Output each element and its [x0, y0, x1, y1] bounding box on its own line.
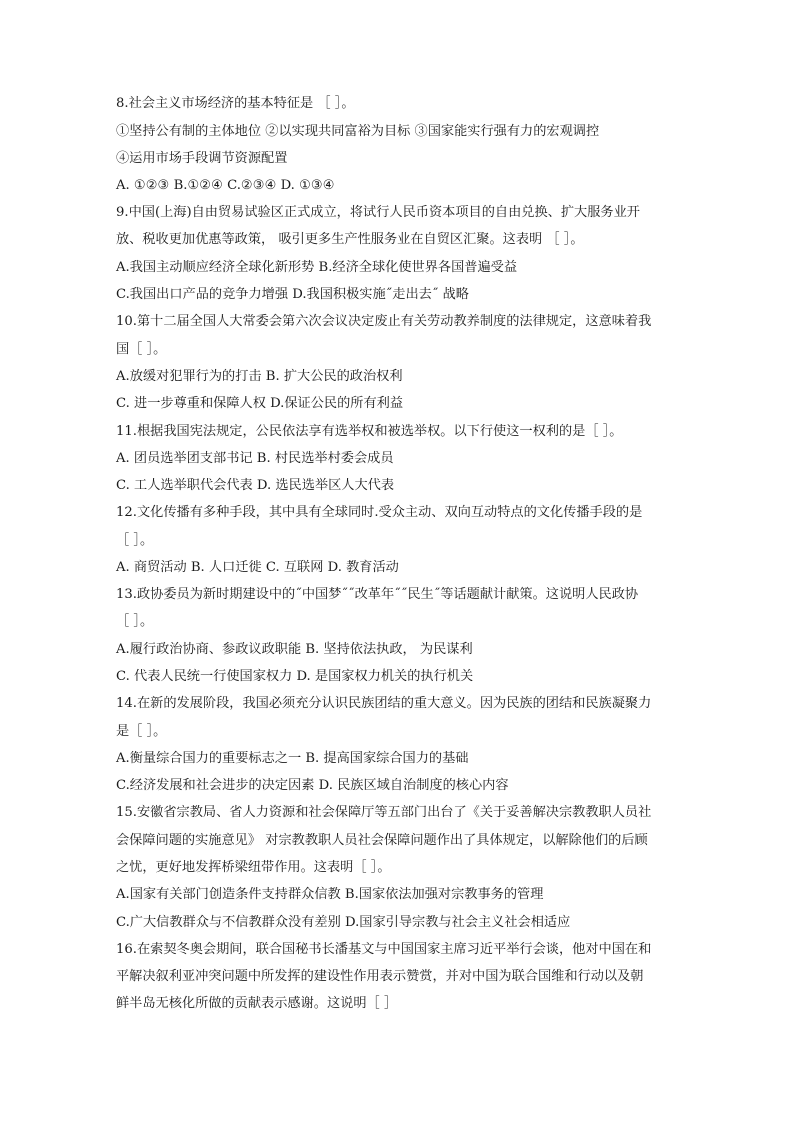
question-11-options: C. 工人选举职代会代表 D. 选民选举区人大代表	[116, 478, 395, 493]
question-16-stem: 鲜半岛无核化所做的贡献表示感谢。这说明［ ］	[116, 996, 398, 1011]
question-9-options: A.我国主动顺应经济全球化新形势 B.经济全球化使世界各国普遍受益	[116, 260, 518, 275]
question-15-stem: 会保障问题的实施意见》 对宗教教职人员社会保障问题作出了具体规定，以解除他们的后顾	[116, 833, 648, 848]
question-16-stem: 16.在索契冬奥会期间，联合国秘书长潘基文与中国国家主席习近平举行会谈，他对中国在和	[116, 942, 652, 957]
question-12-stem: ［ ］。	[116, 533, 154, 548]
question-15-options: C.广大信教群众与不信教群众没有差别 D.国家引导宗教与社会主义社会相适应	[116, 915, 571, 930]
question-15-stem: 15.安徽省宗教局、省人力资源和社会保障厅等五部门出台了《关于妥善解决宗教教职人员社	[116, 805, 652, 820]
question-10-stem: 国［ ］。	[116, 342, 167, 357]
question-8-options: A. ①②③ B.①②④ C.②③④ D. ①③④	[116, 178, 335, 193]
question-12-options: A. 商贸活动 B. 人口迁徙 C. 互联网 D. 教育活动	[116, 560, 399, 575]
question-15-options: A.国家有关部门创造条件支持群众信教 B.国家依法加强对宗教事务的管理	[116, 887, 544, 902]
question-11-stem: 11.根据我国宪法规定，公民依法享有选举权和被选举权。以下行使这一权利的是［ ］。	[116, 424, 623, 439]
question-9-options: C.我国出口产品的竞争力增强 D.我国积极实施˝走出去˝ 战略	[116, 287, 469, 302]
question-16-stem: 平解决叙利亚冲突问题中所发挥的建设性作用表示赞赏，并对中国为联合国维和行动以及朝	[116, 969, 644, 984]
question-8-statements: ①坚持公有制的主体地位 ②以实现共同富裕为目标 ③国家能实行强有力的宏观调控	[116, 124, 600, 139]
question-11-options: A. 团员选举团支部书记 B. 村民选举村委会成员	[116, 451, 394, 466]
question-12-stem: 12.文化传播有多种手段，其中具有全球同时.受众主动、双向互动特点的文化传播手段的是	[116, 505, 643, 520]
question-10-options: C. 进一步尊重和保障人权 D.保证公民的所有利益	[116, 396, 404, 411]
question-10-stem: 10.第十二届全国人大常委会第六次会议决定废止有关劳动教养制度的法律规定，这意味着我	[116, 314, 652, 329]
question-13-stem: 13.政协委员为新时期建设中的˝中国梦˝˝改革年˝˝民生˝等话题献计献策。这说明人民政协	[116, 587, 639, 602]
question-14-stem: 14.在新的发展阶段，我国必须充分认识民族团结的重大意义。因为民族的团结和民族凝聚力	[116, 696, 652, 711]
question-10-options: A.放缓对犯罪行为的打击 B. 扩大公民的政治权利	[116, 369, 403, 384]
question-13-options: A.履行政治协商、参政议政职能 B. 坚持依法执政， 为民谋利	[116, 642, 473, 657]
question-8-stem: 8.社会主义市场经济的基本特征是 ［ ］。	[116, 96, 355, 111]
question-8-statements: ④运用市场手段调节资源配置	[116, 151, 288, 166]
question-14-options: A.衡量综合国力的重要标志之一 B. 提高国家综合国力的基础	[116, 751, 469, 766]
question-15-stem: 之忧，更好地发挥桥梁纽带作用。这表明［ ］。	[116, 860, 391, 875]
question-9-stem: 放、税收更加优惠等政策， 吸引更多生产性服务业在自贸区汇聚。这表明 ［ ］。	[116, 232, 584, 247]
question-14-stem: 是［ ］。	[116, 724, 167, 739]
question-13-options: C. 代表人民统一行使国家权力 D. 是国家权力机关的执行机关	[116, 669, 474, 684]
question-13-stem: ［ ］。	[116, 614, 154, 629]
question-14-options: C.经济发展和社会进步的决定因素 D. 民族区域自治制度的核心内容	[116, 778, 509, 793]
question-9-stem: 9.中国(上海)自由贸易试验区正式成立，将试行人民币资本项目的自由兑换、扩大服务业开	[116, 205, 640, 220]
